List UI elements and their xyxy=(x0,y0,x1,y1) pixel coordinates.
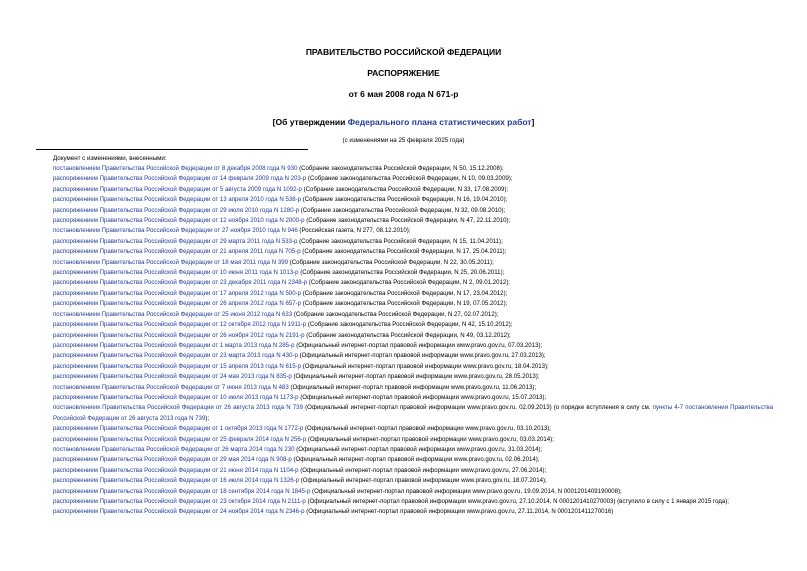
amendment-link[interactable]: распоряжением Правительства Российской Федерации от 5 августа 2009 года N 1092-р xyxy=(53,185,302,193)
amendment-link[interactable]: распоряжением Правительства Российской Федерации от 23 декабря 2011 года N 2348-р xyxy=(53,279,308,287)
amendment-item xyxy=(36,268,773,278)
amendment-item xyxy=(36,445,773,455)
amendment-link[interactable]: распоряжением Правительства Российской Федерации от 16 июля 2014 года N 1326-р xyxy=(53,477,300,485)
amendment-item xyxy=(36,383,773,393)
amendment-source: (Официальный интернет-портал правовой информации www.pravo.gov.ru, 27.10.2014, N 0001201410270003) (вступило в силу с 1 января 2015 года); xyxy=(305,498,729,505)
title-open-bracket: [Об утверждении xyxy=(272,117,348,127)
amendment-item xyxy=(36,497,773,507)
amendment-link[interactable]: распоряжением Правительства Российской Федерации от 13 апреля 2010 года N 538-р xyxy=(53,196,302,204)
amendment-link[interactable]: постановлением Правительства Российской Федерации от 25 июня 2012 года N 633 xyxy=(53,310,293,318)
amendment-source: (Официальный интернет-портал правовой информации www.pravo.gov.ru, 03.10.2013); xyxy=(303,425,551,433)
amendment-link[interactable]: распоряжением Правительства Российской Федерации от 12 ноября 2010 года N 2000-р xyxy=(53,217,305,225)
amendment-item xyxy=(36,216,773,226)
amendment-item xyxy=(36,507,773,517)
amendment-link[interactable]: распоряжением Правительства Российской Федерации от 21 апреля 2011 года N 705-р xyxy=(53,248,301,256)
amendment-source: (Собрание законодательства Российской Федерации, N 17, 23.04.2012); xyxy=(301,289,508,297)
amendment-source-tail: ); xyxy=(205,414,210,422)
amendment-link[interactable]: распоряжением Правительства Российской Федерации от 29 июля 2010 года N 1280-р xyxy=(53,206,300,214)
amendment-source: (Официальный интернет-портал правовой информации www.pravo.gov.ru, 02.09.2013) (о порядке вступления в силу см. xyxy=(302,404,653,412)
amendment-source: (Собрание законодательства Российской Федерации, N 42, 15.10.2012); xyxy=(306,321,513,329)
amendment-item xyxy=(36,185,773,195)
document-type: РАСПОРЯЖЕНИЕ xyxy=(367,68,440,78)
amendment-source: (Официальный интернет-портал правовой информации www.pravo.gov.ru, 31.03.2014); xyxy=(294,445,543,453)
amendment-item xyxy=(36,289,773,299)
amendment-item xyxy=(36,206,773,216)
amendment-source: (Официальный интернет-портал правовой информации www.pravo.gov.ru, 28.05.2013); xyxy=(291,373,540,381)
document-date-number: от 6 мая 2008 года N 671-р xyxy=(348,89,459,99)
amendment-source: (Собрание законодательства Российской Федерации, N 17, 25.04.2011); xyxy=(300,248,507,256)
amendment-source: (Официальный интернет-портал правовой информации www.pravo.gov.ru, 27.03.2013); xyxy=(297,352,546,360)
amendment-link[interactable]: распоряжением Правительства Российской Федерации от 12 октября 2012 года N 1911-р xyxy=(53,321,307,329)
amendment-link[interactable]: распоряжением Правительства Российской Федерации от 25 февраля 2014 года N 256-р xyxy=(53,435,307,443)
amendment-link[interactable]: распоряжением Правительства Российской Федерации от 10 июля 2013 года N 1173-р xyxy=(53,393,299,401)
amendment-link-secondary[interactable]: пункты 4-7 постановления Правительства Российской Федерации от 26 августа 2013 года N 739 xyxy=(53,404,773,422)
amendment-link[interactable]: распоряжением Правительства Российской Федерации от 26 апреля 2012 года N 657-р xyxy=(53,300,302,308)
amendment-source: (Официальный интернет-портал правовой информации www.pravo.gov.ru, 03.03.2014); xyxy=(306,435,554,443)
amendment-item xyxy=(36,372,773,382)
amendment-link[interactable]: распоряжением Правительства Российской Федерации от 14 февраля 2009 года N 203-р xyxy=(53,175,307,183)
amendment-source: (Собрание законодательства Российской Федерации, N 49, 03.12.2012); xyxy=(304,331,511,339)
amendment-link[interactable]: распоряжением Правительства Российской Федерации от 1 марта 2013 года N 285-р xyxy=(53,341,295,349)
amendment-source: (Российская газета, N 277, 08.12.2010); xyxy=(297,227,411,235)
amendment-source: (Собрание законодательства Российской Федерации, N 47, 22.11.2010); xyxy=(304,217,511,225)
amendments-intro: Документ с изменениями, внесенными: xyxy=(53,155,167,162)
amendment-item xyxy=(36,341,773,351)
document-title xyxy=(0,117,807,127)
amendment-source: (Собрание законодательства Российской Федерации, N 10, 09.03.2009); xyxy=(306,175,513,183)
separator-line xyxy=(36,149,308,150)
amendment-source: (Собрание законодательства Российской Федерации, N 2, 09.01.2012); xyxy=(307,279,510,287)
amendment-source: (Официальный интернет-портал правовой информации www.pravo.gov.ru, 15.07.2013); xyxy=(298,393,547,401)
amendment-link[interactable]: распоряжением Правительства Российской Федерации от 1 октября 2013 года N 1772-р xyxy=(53,425,304,433)
amendment-item xyxy=(36,258,773,268)
amendment-item xyxy=(36,278,773,288)
amendment-item xyxy=(36,455,773,465)
amendment-source: (Официальный интернет-портал правовой информации www.pravo.gov.ru, 27.11.2014, N 0001201411270016) xyxy=(304,508,614,516)
amendment-source: (Собрание законодательства Российской Федерации, N 16, 19.04.2010); xyxy=(301,196,508,204)
amendment-source: (Официальный интернет-портал правовой информации www.pravo.gov.ru, 18.04.2013); xyxy=(301,362,549,370)
amendment-link[interactable]: распоряжением Правительства Российской Федерации от 23 октября 2014 года N 2111-р xyxy=(53,498,306,505)
amendment-item xyxy=(36,237,773,247)
amendment-item xyxy=(36,351,773,361)
amendment-source: (Официальный интернет-портал правовой информации www.pravo.gov.ru, 11.06.2013); xyxy=(288,383,537,391)
amendment-source: (Собрание законодательства Российской Федерации, N 33, 17.08.2009); xyxy=(301,185,509,193)
amendment-item xyxy=(36,393,773,403)
amendment-item xyxy=(36,320,773,330)
amendment-link[interactable]: распоряжением Правительства Российской Федерации от 10 июня 2011 года N 1013-р xyxy=(53,269,299,277)
amendment-item xyxy=(36,331,773,341)
title-close-bracket: ] xyxy=(531,117,535,127)
amendment-link[interactable]: распоряжением Правительства Российской Федерации от 18 сентября 2014 года N 1845-р xyxy=(53,487,311,495)
amendment-link[interactable]: распоряжением Правительства Российской Федерации от 24 мая 2013 года N 835-р xyxy=(53,373,292,381)
amendment-item xyxy=(36,299,773,309)
amendment-item xyxy=(36,435,773,445)
amendment-item xyxy=(36,195,773,205)
amendment-link[interactable]: распоряжением Правительства Российской Федерации от 21 июня 2014 года N 1104-р xyxy=(53,466,299,474)
amendment-link[interactable]: распоряжением Правительства Российской Федерации от 24 ноября 2014 года N 2346-р xyxy=(53,508,305,516)
amendment-source: (Собрание законодательства Российской Федерации, N 50, 15.12.2008); xyxy=(297,165,504,172)
amendment-source: (Официальный интернет-портал правовой информации www.pravo.gov.ru, 02.06.2014); xyxy=(291,456,540,464)
amendment-link[interactable]: распоряжением Правительства Российской Федерации от 23 марта 2013 года N 430-р xyxy=(53,352,298,360)
amendment-item xyxy=(36,164,773,174)
amendments-list xyxy=(36,164,773,518)
amendment-link[interactable]: постановлением Правительства Российской Федерации от 27 ноября 2010 года N 946 xyxy=(53,227,298,235)
amendment-link[interactable]: распоряжением Правительства Российской Федерации от 29 мая 2014 года N 908-р xyxy=(53,456,292,464)
amendment-item xyxy=(36,403,773,424)
amendment-link[interactable]: распоряжением Правительства Российской Федерации от 29 марта 2011 года N 533-р xyxy=(53,237,298,245)
amendment-item xyxy=(36,424,773,434)
amendment-source: (Собрание законодательства Российской Федерации, N 22, 30.05.2011); xyxy=(288,258,494,266)
amendment-link[interactable]: постановлением Правительства Российской Федерации от 26 марта 2014 года N 230 xyxy=(53,445,295,453)
government-heading: ПРАВИТЕЛЬСТВО РОССИЙСКОЙ ФЕДЕРАЦИИ xyxy=(305,47,502,57)
amendment-item xyxy=(36,226,773,236)
amendment-source: (Собрание законодательства Российской Федерации, N 25, 20.06.2011); xyxy=(298,269,505,277)
amendment-source: (Официальный интернет-портал правовой информации www.pravo.gov.ru, 07.03.2013); xyxy=(294,341,543,349)
amendment-item xyxy=(36,174,773,184)
amendment-link[interactable]: распоряжением Правительства Российской Федерации от 15 апреля 2013 года N 615-р xyxy=(53,362,302,370)
amendment-source: (Собрание законодательства Российской Федерации, N 27, 02.07.2012); xyxy=(292,310,499,318)
amendment-link[interactable]: постановлением Правительства Российской Федерации от 8 декабря 2008 года N 930 xyxy=(53,165,298,172)
amendment-source: (Собрание законодательства Российской Федерации, N 32, 09.08.2010); xyxy=(299,206,506,214)
amendment-source: (Собрание законодательства Российской Федерации, N 15, 11.04.2011); xyxy=(297,237,503,245)
title-link[interactable]: Федерального плана статистических работ xyxy=(347,117,532,127)
amendment-item xyxy=(36,362,773,372)
amendment-source: (Официальный интернет-портал правовой информации www.pravo.gov.ru, 27.06.2014); xyxy=(298,466,547,474)
amendment-link[interactable]: постановлением Правительства Российской Федерации от 7 июня 2013 года N 483 xyxy=(53,383,289,391)
amendment-item xyxy=(36,310,773,320)
amendment-link[interactable]: постановлением Правительства Российской Федерации от 18 мая 2011 года N 399 xyxy=(53,258,288,266)
amendment-item xyxy=(36,476,773,486)
amendment-link[interactable]: постановлением Правительства Российской Федерации от 26 августа 2013 года N 739 xyxy=(53,404,303,412)
amendment-link[interactable]: распоряжением Правительства Российской Федерации от 17 апреля 2012 года N 500-р xyxy=(53,289,302,297)
amendment-item xyxy=(36,247,773,257)
amendment-source: (Официальный интернет-портал правовой информации www.pravo.gov.ru, 18.07.2014); xyxy=(299,477,547,485)
amendment-date-note: (с изменениями на 25 февраля 2025 года) xyxy=(342,137,465,144)
amendment-source: (Официальный интернет-портал правовой информации www.pravo.gov.ru, 19.09.2014, N 0001201409190008); xyxy=(310,487,622,495)
amendment-item xyxy=(36,487,773,497)
amendment-source: (Собрание законодательства Российской Федерации, N 19, 07.05.2012); xyxy=(301,300,508,308)
amendment-link[interactable]: распоряжением Правительства Российской Федерации от 26 ноября 2012 года N 2191-р xyxy=(53,331,305,339)
amendment-item xyxy=(36,466,773,476)
